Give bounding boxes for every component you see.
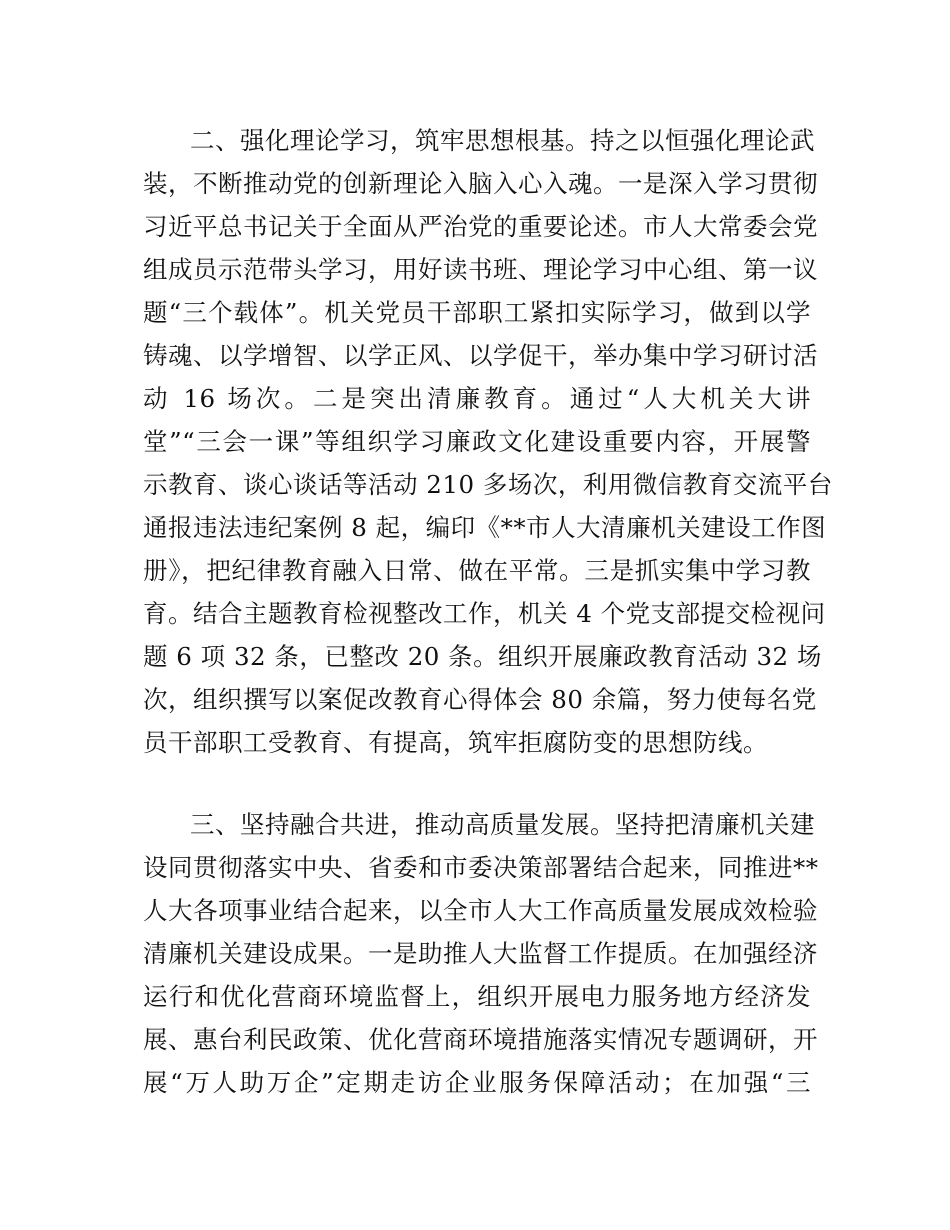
text-line: 示教育、谈心谈话等活动 210 多场次，利用微信教育交流平台 xyxy=(143,470,833,499)
text-line: 人大各项事业结合起来，以全市人大工作高质量发展成效检验 xyxy=(143,896,818,925)
text-line: 次，组织撰写以案促改教育心得体会 80 余篇，努力使每名党 xyxy=(143,685,817,714)
text-line: 通报违法违纪案例 8 起，编印《**市人大清廉机关建设工作图 xyxy=(143,513,827,542)
text-line: 组成员示范带头学习，用好读书班、理论学习中心组、第一议 xyxy=(143,255,818,284)
text-line: 堂”“三会一课”等组织学习廉政文化建设重要内容，开展警 xyxy=(143,427,811,456)
text-line: 动 16 场次。二是突出清廉教育。通过“人大机关大讲 xyxy=(143,384,811,413)
text-line: 题 6 项 32 条，已整改 20 条。组织开展廉政教育活动 32 场 xyxy=(143,642,822,671)
text-line: 三、坚持融合共进，推动高质量发展。坚持把清廉机关建 xyxy=(190,810,815,839)
paragraph-integrated-development xyxy=(143,803,819,1104)
text-line: 员干部职工受教育、有提高，筑牢拒腐防变的思想防线。 xyxy=(143,728,768,757)
text-line: 运行和优化营商环境监督上，组织开展电力服务地方经济发 xyxy=(143,982,811,1011)
text-line: 册》，把纪律教育融入日常、做在平常。三是抓实集中学习教 xyxy=(143,556,811,585)
text-line: 装，不断推动党的创新理论入脑入心入魂。一是深入学习贯彻 xyxy=(143,169,818,198)
paragraph-theory-study xyxy=(143,119,833,764)
text-line: 设同贯彻落实中央、省委和市委决策部署结合起来，同推进** xyxy=(143,853,819,882)
text-line: 二、强化理论学习，筑牢思想根基。持之以恒强化理论武 xyxy=(190,126,815,155)
text-line: 展“万人助万企”定期走访企业服务保障活动；在加强“三 xyxy=(143,1068,811,1097)
text-line: 育。结合主题教育检视整改工作，机关 4 个党支部提交检视问 xyxy=(143,599,826,628)
text-line: 展、惠台利民政策、优化营商环境措施落实情况专题调研，开 xyxy=(143,1025,818,1054)
text-line: 清廉机关建设成果。一是助推人大监督工作提质。在加强经济 xyxy=(143,939,818,968)
text-line: 习近平总书记关于全面从严治党的重要论述。市人大常委会党 xyxy=(143,212,818,241)
text-line: 题“三个载体”。机关党员干部职工紧扣实际学习，做到以学 xyxy=(143,298,811,327)
text-line: 铸魂、以学增智、以学正风、以学促干，举办集中学习研讨活 xyxy=(143,341,818,370)
